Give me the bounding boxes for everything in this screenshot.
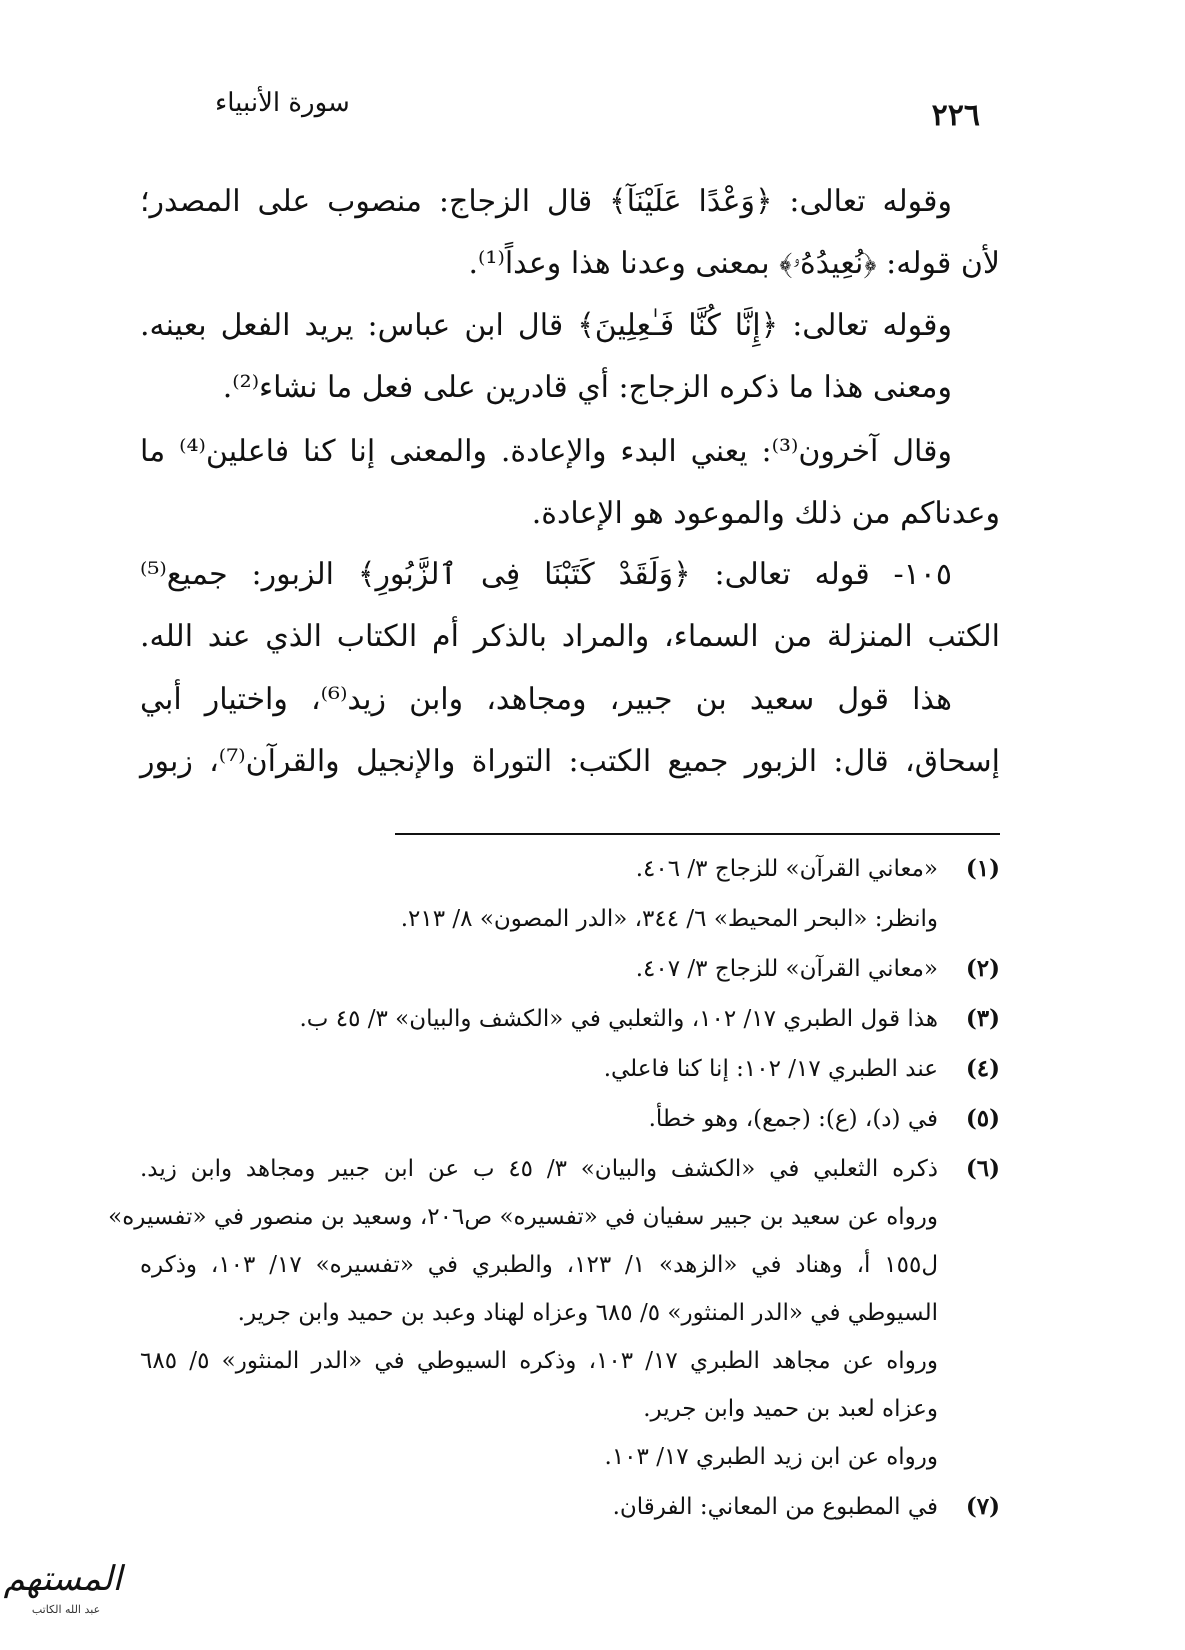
body-line: وعدناكم من ذلك والموعود هو الإعادة.	[531, 496, 1000, 531]
footnote-continuation: ل١٥٥ أ، وهناد في «الزهد» ١/ ١٢٣، والطبري في «تفسيره» ١٧/ ١٠٣، وذكره	[140, 1252, 939, 1278]
body-line: وقوله تعالى: ﴿إِنَّا كُنَّا فَـٰعِلِينَ﴾ قال ابن عباس: يريد الفعل بعينه.	[140, 308, 952, 343]
publisher-logo	[3, 1555, 122, 1627]
footnote	[140, 1052, 1000, 1086]
footnote-number: (٦)	[965, 1155, 1001, 1182]
footnote-text: هذا قول الطبري ١٧/ ١٠٢، والثعلبي في «الكشف والبيان» ٣/ ٤٥ ب.	[299, 1006, 938, 1032]
body-line: ومعنى هذا ما ذكره الزجاج: أي قادرين على فعل ما نشاء⁽²⁾.	[222, 370, 952, 405]
footnote	[140, 1152, 1000, 1186]
footnote-text: عند الطبري ١٧/ ١٠٢: إنا كنا فاعلي.	[603, 1056, 938, 1082]
footnote	[140, 1102, 1000, 1136]
footnote-divider	[395, 833, 1000, 835]
footnote-number: (٧)	[965, 1493, 1000, 1520]
footnote-number: (٣)	[965, 1005, 1000, 1032]
footnote	[140, 1490, 1000, 1524]
footnote-number: (١)	[965, 855, 1000, 882]
footnote-continuation: ورواه عن سعيد بن جبير سفيان في «تفسيره» ص٢٠٦، وسعيد بن منصور في «تفسيره»	[108, 1204, 938, 1230]
footnote-text: وانظر: «البحر المحيط» ٦/ ٣٤٤، «الدر المصون» ٨/ ٢١٣.	[400, 906, 938, 932]
body-line: ١٠٥- قوله تعالى: ﴿وَلَقَدْ كَتَبْنَا فِى ٱلزَّبُورِ﴾ الزبور: جميع⁽⁵⁾	[140, 557, 952, 592]
footnote	[140, 1002, 1000, 1036]
page-number: ٢٢٦	[931, 98, 980, 133]
body-line: إسحاق، قال: الزبور جميع الكتب: التوراة والإنجيل والقرآن⁽⁷⁾، زبور	[140, 744, 1000, 779]
footnote-continuation: السيوطي في «الدر المنثور» ٥/ ٦٨٥ وعزاه لهناد وعبد بن حميد وابن جرير.	[237, 1300, 938, 1326]
body-line: وقوله تعالى: ﴿وَعْدًا عَلَيْنَآ﴾ قال الزجاج: منصوب على المصدر؛	[140, 184, 952, 219]
body-line: هذا قول سعيد بن جبير، ومجاهد، وابن زيد⁽⁶⁾، واختيار أبي	[140, 682, 952, 717]
footnote-text: «معاني القرآن» للزجاج ٣/ ٤٠٧.	[635, 956, 938, 982]
footnote-number: (٤)	[965, 1055, 1000, 1082]
footnote-continuation: ورواه عن ابن زيد الطبري ١٧/ ١٠٣.	[604, 1444, 938, 1470]
footnote	[140, 852, 1000, 886]
body-line: وقال آخرون⁽³⁾: يعني البدء والإعادة. والمعنى إنا كنا فاعلين⁽⁴⁾ ما	[140, 434, 952, 469]
logo-subtext: عبد الله الكاتب	[31, 1603, 101, 1616]
footnote-continuation: وعزاه لعبد بن حميد وابن جرير.	[643, 1396, 938, 1422]
body-line: الكتب المنزلة من السماء، والمراد بالذكر أم الكتاب الذي عند الله.	[140, 619, 1000, 654]
footnote-text: في (د)، (ع): (جمع)، وهو خطأ.	[648, 1106, 938, 1132]
footnote-number: (٥)	[965, 1105, 1000, 1132]
body-line: لأن قوله: ﴿نُعِيدُهُۥ﴾ بمعنى وعدنا هذا وعداً⁽¹⁾.	[468, 246, 1000, 281]
footnote-text: في المطبوع من المعاني: الفرقان.	[612, 1494, 938, 1520]
footnote	[140, 902, 1000, 936]
footnote-text: «معاني القرآن» للزجاج ٣/ ٤٠٦.	[635, 856, 938, 882]
footnote-continuation: ورواه عن مجاهد الطبري ١٧/ ١٠٣، وذكره السيوطي في «الدر المنثور» ٥/ ٦٨٥	[140, 1348, 939, 1374]
logo-mark: المستهم	[3, 1559, 122, 1599]
footnote-number: (٢)	[965, 955, 1000, 982]
footnote	[140, 952, 1000, 986]
page-header-title: سورة الأنبياء	[215, 88, 350, 118]
footnote-text: ذكره الثعلبي في «الكشف والبيان» ٣/ ٤٥ ب عن ابن جبير ومجاهد وابن زيد.	[140, 1156, 939, 1182]
